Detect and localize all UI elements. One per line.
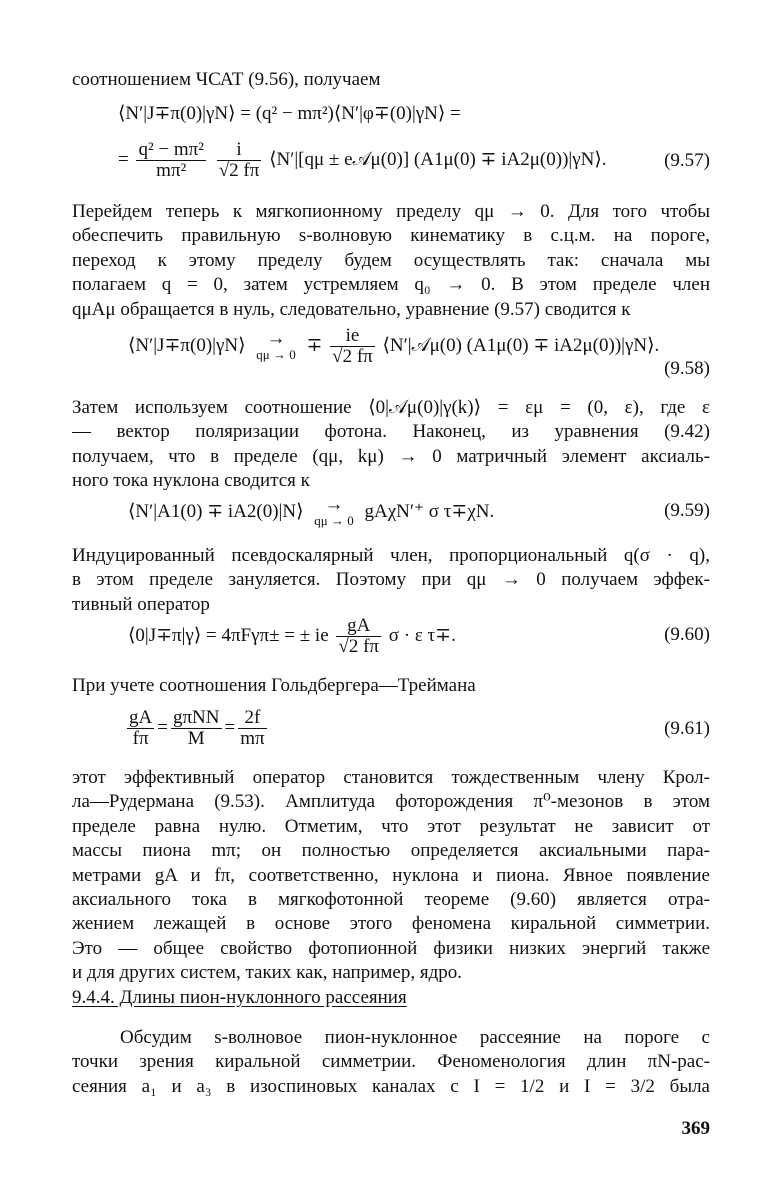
- fraction: $\frac{gA}{f\pi}$: [129, 707, 153, 750]
- paragraph-3: Индуцированный псевдоскалярный член, пропорциональный q(σ · q), в этом пределе зануляется. Поэтому при qμ → 0 получаем эффек- тивный оператор: [72, 545, 710, 615]
- equation-number: (9.58): [664, 358, 710, 379]
- equation-9-57-line1: ⟨N′|J∓π(0)|γN⟩ = (q² − mπ²)⟨N′|φ∓(0)|γN⟩ =: [118, 103, 461, 124]
- equation-number: (9.57): [664, 150, 710, 171]
- equation-number: (9.60): [664, 624, 710, 645]
- intro-line: соотношением ЧСАТ (9.56), получаем: [72, 69, 381, 90]
- paragraph-2: Затем используем соотношение ⟨0|𝒜μ(0)|γ(k)⟩ = εμ = (0, ε), где ε — вектор поляризации фотона. Наконец, из уравнения (9.42) получаем, что в пределе (qμ, kμ) → 0 матричный элемент аксиаль- ного тока нуклона сводится к: [72, 397, 710, 492]
- limit-arrow: → qμ → 0: [256, 327, 296, 362]
- equation-rhs: ⟨N′|[qμ ± e𝒜μ(0)] (A1μ(0) ∓ iA2μ(0))|γN⟩.: [269, 149, 607, 170]
- fraction: $\frac{2f}{m\pi}$: [240, 707, 265, 750]
- equation-9-59: ⟨N′|A1(0) ∓ iA2(0)|N⟩ → qμ → 0 gAχN′⁺ σ τ∓χN.: [128, 493, 495, 528]
- paragraph-1: Перейдем теперь к мягкопионному пределу qμ → 0. Для того чтобы обеспечить правильную s-волновую кинематику в с.ц.м. на пороге, переход к этому пределу будем осуществлять так: сначала мы полагаем q = 0, затем устремляем q₀ → 0. В этом пределе член qμAμ обращается в нуль, следовательно, уравнение (9.57) сводится к: [72, 201, 710, 320]
- paragraph-5: этот эффективный оператор становится тождественным члену Крол- ла—Рудермана (9.53). Амплитуда фоторождения π⁰-мезонов в этом пределе равна нулю. Отметим, что этот результат не зависит от массы пиона mπ; он полностью определяется аксиальными пара- метрами gA и fπ, соответственно, нуклона и пиона. Явное появление аксиального тока в мягкофотонной теореме (9.60) является отра- жением лежащей в основе этого феномена киральной симметрии. Это — общее свойство фотопионной физики низких энергий также и для других систем, таких как, например, ядро.: [72, 767, 710, 984]
- equation-9-61: $\frac{gA}{f\pi}$ = $\frac{\text{gπNN}}{M}$ = $\frac{2f}{m\pi}$: [129, 707, 265, 750]
- equation-9-60: ⟨0|J∓π|γ⟩ = 4πFγπ± = ± ie $\frac{gA}{√2 f\pi}$ σ · ε τ∓.: [128, 615, 456, 658]
- fraction: $\frac{\text{gπNN}}{M}$: [172, 707, 220, 750]
- page-number: 369: [681, 1118, 710, 1139]
- section-heading: 9.4.4. Длины пион-нуклонного рассеяния: [72, 987, 407, 1008]
- fraction: $\frac{ie}{√2 f\pi}$: [332, 325, 373, 368]
- paragraph-6: Обсудим s-волновое пион-нуклонное рассеяние на пороге с точки зрения киральной симметрии. Феноменология длин πN-рас- сеяния a₁ и a₃ в изоспиновых каналах с I = 1/2 и I = 3/2 была: [72, 1027, 710, 1097]
- fraction: $\frac{gA}{√2 f\pi}$: [338, 615, 379, 658]
- fraction: $\frac{i}{√2 f\pi}$: [218, 139, 260, 182]
- paragraph-4: При учете соотношения Гольдбергера—Треймана: [72, 675, 476, 696]
- equation-9-58: ⟨N′|J∓π(0)|γN⟩ → qμ → 0 ∓ $\frac{ie}{√2 f\pi}$ ⟨N′|𝒜μ(0) (A1μ(0) ∓ iA2μ(0))|γN⟩.: [128, 325, 660, 368]
- equation-9-57-line2: [118, 140, 606, 181]
- equation-number: (9.61): [664, 718, 710, 739]
- fraction: $\frac{\text{q² − mπ²}}{\text{mπ²}}$: [138, 139, 204, 182]
- equation-number: (9.59): [664, 500, 710, 521]
- limit-arrow: → qμ → 0: [314, 493, 354, 528]
- equals-sign: =: [118, 149, 129, 170]
